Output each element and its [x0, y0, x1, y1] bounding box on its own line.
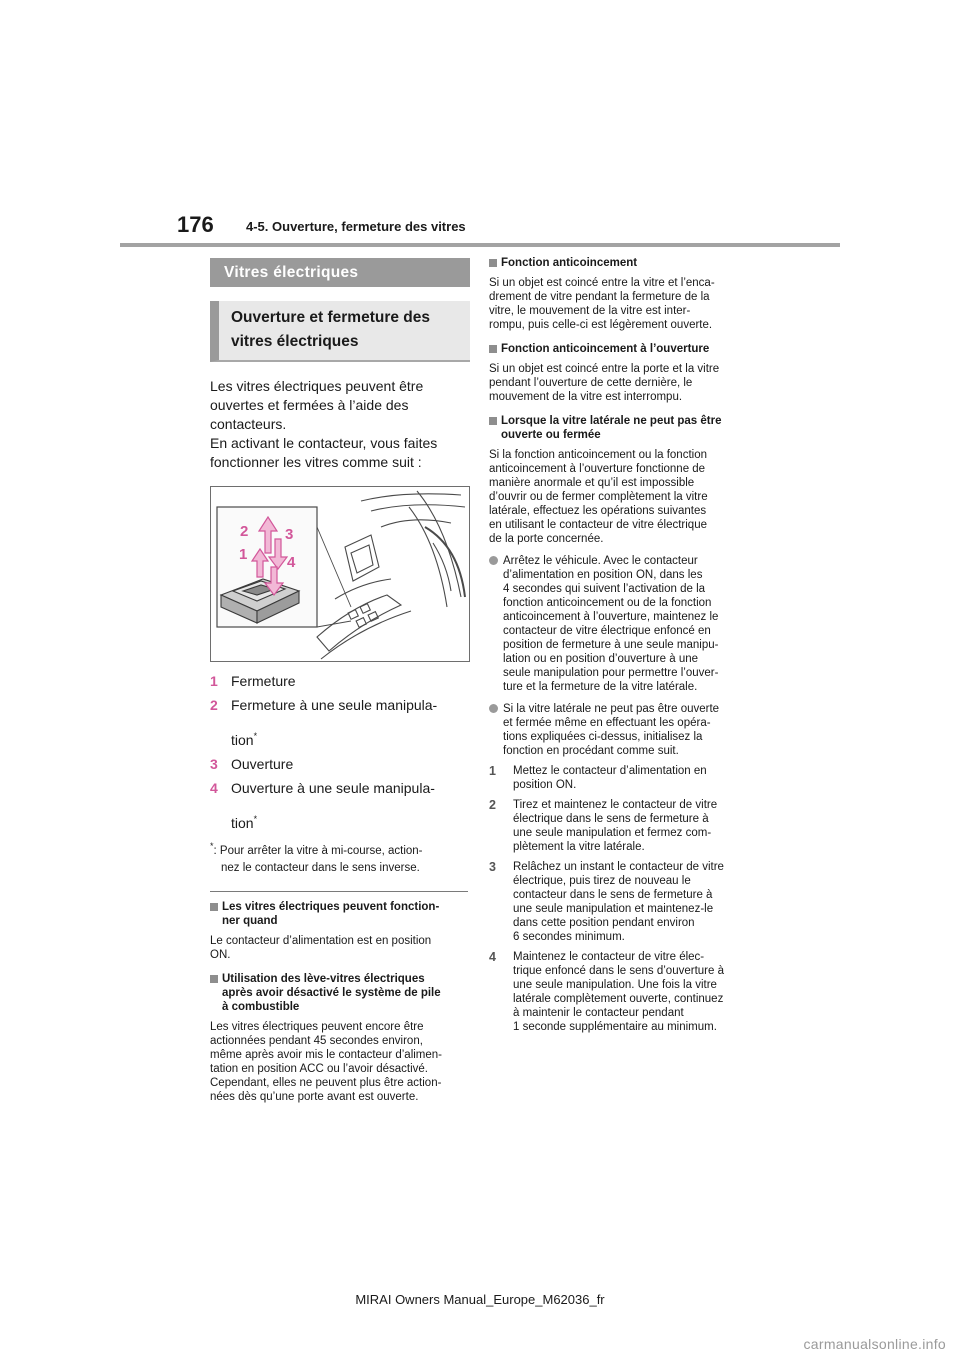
- section-heading: 4-5. Ouverture, fermeture des vitres: [246, 219, 466, 234]
- header-rule: [120, 243, 840, 247]
- note-operation-conditions: Les vitres électriques peuvent fonction- ner quand Le contacteur d’alimentation est en position ON.: [210, 901, 440, 961]
- step-item: 1 Mettez le contacteur d’alimentation en position ON.: [489, 764, 707, 791]
- note-after-fuel-cell-off: Utilisation des lève-vitres électriques après avoir désactivé le système de pile à combustible Les vitres électriques peuvent encore être actionnées pendant 45 secondes environ, même après avoir mis le contacteur d’alimen- tation en position ACC ou l’avoir désactivé. Cependant, elles ne peuvent plus être action- nées dès qu’une porte avant est ouverte.: [210, 973, 443, 1103]
- square-bullet-icon: [210, 975, 218, 983]
- step-item: 4 Maintenez le contacteur de vitre élec- trique enfoncé dans le sens d’ouverture à une seule manipulation. Une fois la vitre latérale complètement ouverte, continuez à maintenir le contacteur pendant 1 seconde supplémentaire au minimum.: [489, 950, 724, 1033]
- list-item: 1 Fermeture: [210, 673, 296, 689]
- left-column: [210, 258, 470, 1104]
- right-column: [489, 256, 751, 1034]
- square-bullet-icon: [489, 417, 497, 425]
- callout-3: 3: [285, 526, 294, 543]
- step-item: 2 Tirez et maintenez le contacteur de vitre électrique dans le sens de fermeture à une seule manipulation et fermez com- plètement la vitre latérale.: [489, 798, 718, 853]
- note-catch-protection: Fonction anticoincement à l’ouverture Si un objet est coincé entre la porte et la vitre pendant l’ouverture de cette dernière, le mouvement de la vitre est interrompu.: [489, 343, 720, 403]
- list-item: 3 Ouverture: [210, 756, 294, 772]
- circle-bullet-icon: [489, 704, 498, 713]
- square-bullet-icon: [489, 259, 497, 267]
- square-bullet-icon: [210, 903, 218, 911]
- footnote-mark: *: [253, 731, 258, 741]
- bullet-item: Si la vitre latérale ne peut pas être ouverte et fermée même en effectuant les opéra- tions expliquées ci-dessus, initialisez la fonction en procédant comme suit.: [489, 702, 751, 758]
- intro-paragraph: Les vitres électriques peuvent être ouvertes et fermées à l’aide des contacteurs. En activant le contacteur, vous faites fonctionner les vitres comme suit :: [210, 378, 438, 470]
- list-item: 4 Ouverture à une seule manipula- tion*: [210, 780, 435, 831]
- watermark: carmanualsonline.info: [803, 1336, 946, 1352]
- page-number: 176: [177, 212, 214, 237]
- window-switch-illustration: [210, 486, 470, 662]
- subsection-title: Ouverture et fermeture des vitres électriques: [210, 301, 470, 362]
- step-item: 3 Relâchez un instant le contacteur de vitre électrique, puis tirez de nouveau le contacteur dans le sens de fermeture à une seule manipulation et maintenez-le dans cette position pendant environ 6 secondes minimum.: [489, 860, 724, 943]
- document-footer: MIRAI Owners Manual_Europe_M62036_fr: [355, 1292, 605, 1307]
- footnote: *: Pour arrêter la vitre à mi-course, action- nez le contacteur dans le sens inverse.: [210, 841, 423, 874]
- list-item: 2 Fermeture à une seule manipula- tion*: [210, 697, 438, 748]
- section-title: Vitres électriques: [210, 258, 470, 287]
- callout-4: 4: [287, 554, 296, 571]
- square-bullet-icon: [489, 345, 497, 353]
- callout-1: 1: [239, 546, 248, 563]
- note-window-cannot-open-close: Lorsque la vitre latérale ne peut pas être ouverte ou fermée Si la fonction anticoincement ou la fonction anticoincement à l’ouverture fonctionne de manière anormale et qu’il est impossible d’ouvrir ou de fermer complètement la vitre latérale, effectuez les opérations suivantes en utilisant le contacteur de vitre électrique de la porte concernée.: [489, 415, 722, 545]
- operation-list: [210, 672, 470, 833]
- callout-2: 2: [240, 523, 249, 540]
- footnote-mark: *: [253, 814, 258, 824]
- note-jam-protection: Fonction anticoincement Si un objet est coincé entre la vitre et l’enca- drement de vitre pendant la fermeture de la vitre, le mouvement de la vitre est inter- rompu, puis celle-ci est légèrement ouverte.: [489, 257, 715, 331]
- bullet-item: Arrêtez le véhicule. Avec le contacteur d’alimentation en position ON, dans les 4 secondes qui suivent l’activation de la fonction anticoincement ou de la fonction anticoincement à l’ouverture, maintenez le contacteur de vitre électrique enfoncé en position de fermeture à une seule manipu- lation ou en position d’ouverture à une seule manipulation pour permettre l’ouver- ture et la fermeture de la vitre latérale.: [489, 554, 751, 694]
- circle-bullet-icon: [489, 556, 498, 565]
- switch-diagram: [211, 487, 469, 661]
- divider: [210, 891, 468, 892]
